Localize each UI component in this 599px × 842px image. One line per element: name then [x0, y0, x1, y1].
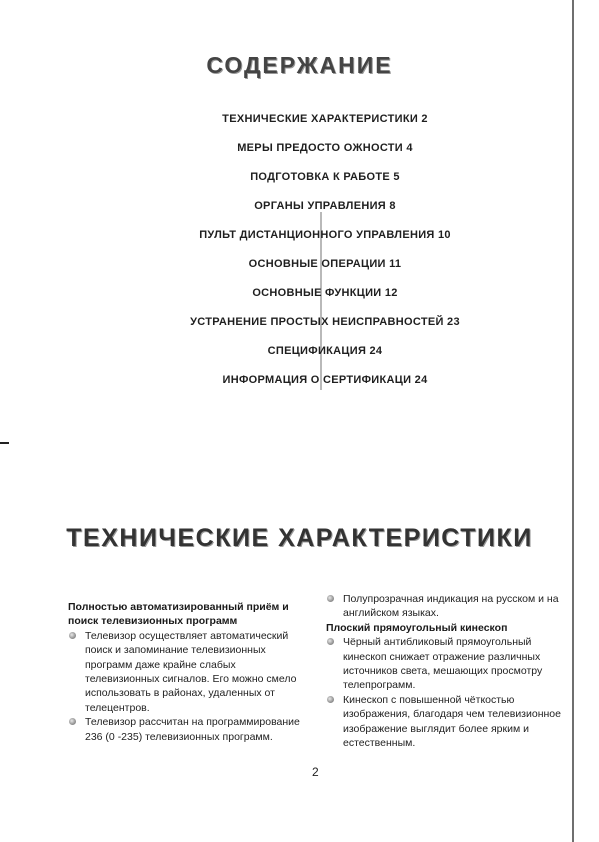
toc-entry: МЕРЫ ПРЕДОСТО ОЖНОСТИ 4 [237, 142, 413, 154]
toc-entry: ОСНОВНЫЕ ФУНКЦИИ 12 [252, 287, 398, 299]
left-column-heading: Полностью автоматизированный приём и поиск телевизионных программ [68, 601, 289, 628]
list-item-text: Телевизор рассчитан на программирование 236 (0 -235) телевизионных программ. [85, 716, 300, 743]
list-item [326, 592, 566, 621]
toc-entry: ПУЛЬТ ДИСТАНЦИОННОГО УПРАВЛЕНИЯ 10 [199, 229, 451, 241]
scan-edge-line [572, 0, 574, 842]
list-item-text: Полупрозрачная индикация на русском и на английском языках. [343, 593, 559, 620]
list-item-text: Телевизор осуществляет автоматический поиск и запоминание телевизионных программ даже крайне слабых телевизионных сигналов. Его можно смело использовать в районах, удаленных от телецентров. [85, 629, 297, 714]
left-column [68, 600, 308, 744]
toc-entry: УСТРАНЕНИЕ ПРОСТЫХ НЕИСПРАВНОСТЕЙ 23 [190, 316, 460, 328]
toc-entry: ПОДГОТОВКА К РАБОТЕ 5 [250, 171, 400, 183]
table-of-contents [150, 112, 500, 402]
bullet-icon [69, 632, 76, 639]
toc-entry: СПЕЦИФИКАЦИЯ 24 [267, 345, 383, 357]
toc-entry: ОРГАНЫ УПРАВЛЕНИЯ 8 [254, 200, 396, 212]
list-item [68, 629, 308, 715]
list-item-text: Кинескоп с повышенной чёткостью изображения, благодаря чем телевизионное изображение выглядит более ярким и естественным. [343, 693, 561, 750]
toc-entry: ИНФОРМАЦИЯ О СЕРТИФИКАЦИ 24 [222, 374, 428, 386]
bullet-icon [327, 696, 334, 703]
page-number: 2 [312, 765, 319, 779]
toc-entry: ОСНОВНЫЕ ОПЕРАЦИИ 11 [248, 258, 402, 270]
bullet-icon [327, 638, 334, 645]
right-column [326, 592, 566, 750]
fold-mark [0, 442, 9, 444]
section-title: ТЕХНИЧЕСКИЕ ХАРАКТЕРИСТИКИ [66, 524, 533, 552]
page-title: СОДЕРЖАНИЕ [206, 52, 393, 78]
toc-entry: ТЕХНИЧЕСКИЕ ХАРАКТЕРИСТИКИ 2 [222, 113, 428, 125]
right-column-heading: Плоский прямоугольный кинескоп [326, 621, 508, 634]
list-item [68, 715, 308, 744]
list-item-text: Чёрный антибликовый прямоугольный кинескоп снижает отражение различных источников света, мешающих просмотру телепрограмм. [343, 636, 543, 692]
bullet-icon [69, 718, 76, 725]
bullet-icon [327, 595, 334, 602]
list-item [326, 635, 566, 693]
list-item [326, 693, 566, 751]
